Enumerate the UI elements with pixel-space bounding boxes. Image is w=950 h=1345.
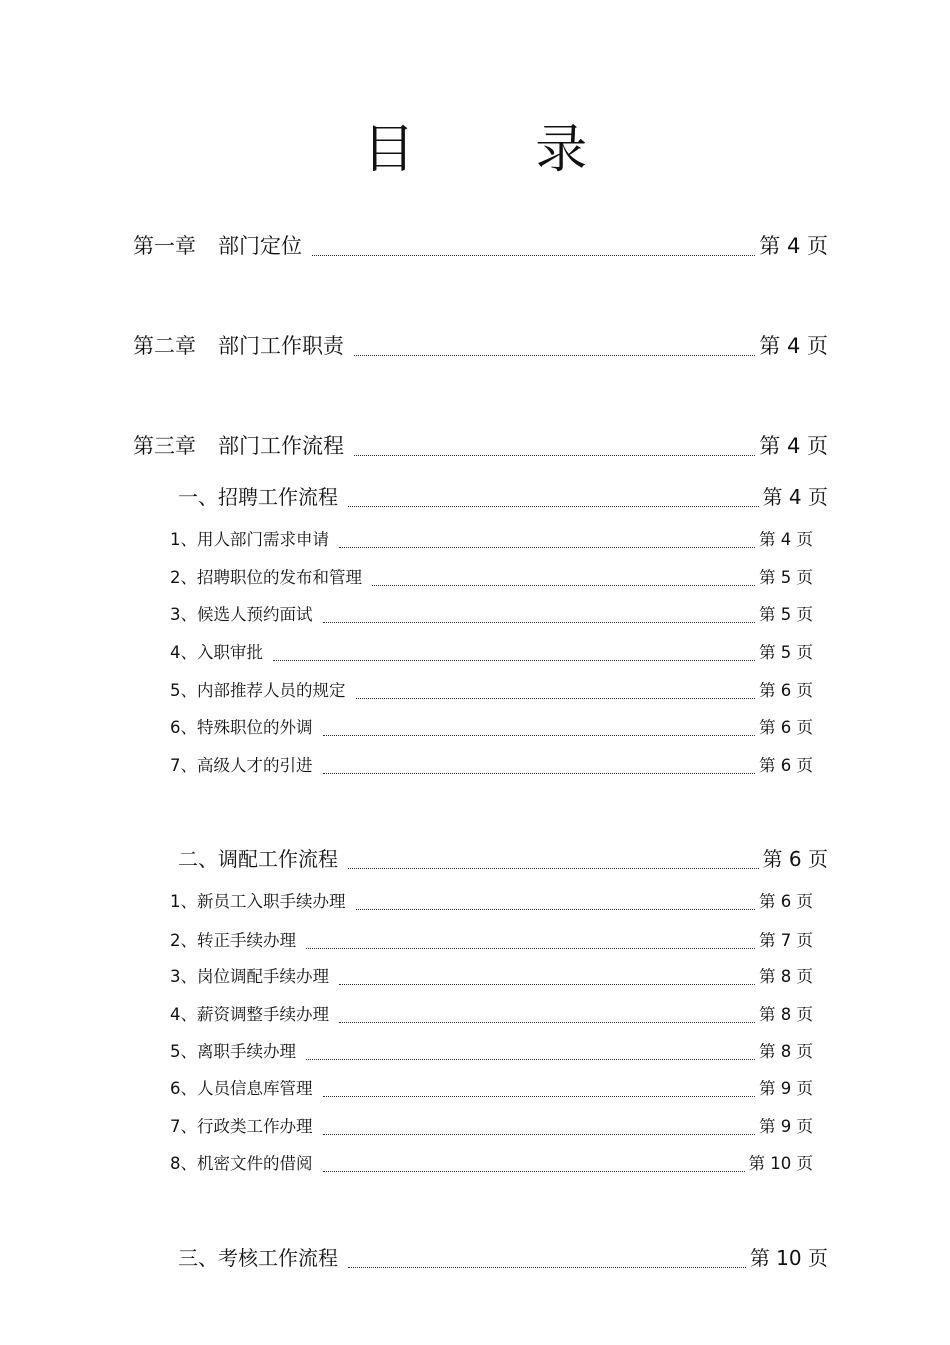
- dot-leader: [323, 1171, 745, 1172]
- toc-entry-page: 第 5 页: [759, 643, 813, 662]
- toc-entry-subsection[interactable]: [170, 1075, 813, 1099]
- toc-entry-section-allocation[interactable]: [178, 843, 828, 872]
- toc-entry-subsection[interactable]: [170, 601, 813, 625]
- toc-entry-num: 第二章: [133, 334, 196, 358]
- dot-leader: [323, 773, 756, 774]
- dot-leader: [372, 585, 755, 586]
- toc-entry-label: 7、行政类工作办理: [170, 1117, 313, 1136]
- toc-entry-subsection[interactable]: [170, 927, 813, 951]
- toc-entry-page: 第 4 页: [759, 530, 813, 549]
- toc-title: 目 录: [362, 120, 640, 180]
- toc-entry-page: 第 5 页: [759, 605, 813, 624]
- toc-entry-page: 第 8 页: [759, 967, 813, 986]
- toc-entry-page: 第 4 页: [762, 485, 828, 509]
- toc-entry-page: 第 4 页: [759, 434, 828, 458]
- toc-entry-chapter-1[interactable]: [133, 230, 828, 260]
- toc-entry-page: 第 8 页: [759, 1005, 813, 1024]
- toc-entry-label: 部门工作流程: [218, 434, 344, 458]
- toc-entry-num: 第三章: [133, 434, 196, 458]
- toc-entry-section-assessment[interactable]: [178, 1242, 828, 1271]
- toc-entry-chapter-2[interactable]: [133, 330, 828, 360]
- dot-leader: [323, 1134, 756, 1135]
- dot-leader: [348, 506, 759, 507]
- toc-entry-subsection[interactable]: [170, 526, 813, 550]
- toc-entry-label: 3、候选人预约面试: [170, 605, 313, 624]
- dot-leader: [339, 984, 755, 985]
- toc-entry-page: 第 7 页: [759, 931, 813, 950]
- toc-entry-page: 第 6 页: [762, 847, 828, 871]
- dot-leader: [323, 735, 756, 736]
- toc-entry-page: 第 10 页: [748, 1154, 813, 1173]
- toc-entry-label: 三、考核工作流程: [178, 1246, 338, 1270]
- toc-entry-num: 第一章: [133, 234, 196, 258]
- toc-entry-label: 1、用人部门需求申请: [170, 530, 329, 549]
- toc-entry-label: 2、招聘职位的发布和管理: [170, 568, 362, 587]
- toc-entry-page: 第 9 页: [759, 1117, 813, 1136]
- toc-entry-label: 部门工作职责: [218, 334, 344, 358]
- toc-entry-page: 第 5 页: [759, 568, 813, 587]
- dot-leader: [348, 1267, 746, 1268]
- toc-entry-subsection[interactable]: [170, 963, 813, 987]
- toc-entry-subsection[interactable]: [170, 888, 813, 912]
- toc-entry-label: 5、内部推荐人员的规定: [170, 681, 346, 700]
- toc-entry-subsection[interactable]: [170, 639, 813, 663]
- dot-leader: [323, 1096, 756, 1097]
- toc-entry-page: 第 6 页: [759, 718, 813, 737]
- toc-entry-subsection[interactable]: [170, 1150, 813, 1174]
- toc-entry-subsection[interactable]: [170, 677, 813, 701]
- dot-leader: [348, 868, 759, 869]
- toc-entry-page: 第 6 页: [759, 756, 813, 775]
- toc-entry-label: 8、机密文件的借阅: [170, 1154, 313, 1173]
- toc-entry-label: 5、离职手续办理: [170, 1042, 296, 1061]
- toc-entry-label: 4、薪资调整手续办理: [170, 1005, 329, 1024]
- toc-entry-subsection[interactable]: [170, 1038, 813, 1062]
- toc-entry-label: 部门定位: [218, 234, 302, 258]
- dot-leader: [273, 660, 755, 661]
- toc-entry-subsection[interactable]: [170, 1001, 813, 1025]
- toc-entry-subsection[interactable]: [170, 564, 813, 588]
- dot-leader: [323, 622, 756, 623]
- toc-entry-page: 第 9 页: [759, 1079, 813, 1098]
- toc-entry-page: 第 8 页: [759, 1042, 813, 1061]
- toc-entry-label: 7、高级人才的引进: [170, 756, 313, 775]
- toc-entry-page: 第 4 页: [759, 334, 828, 358]
- toc-entry-label: 6、人员信息库管理: [170, 1079, 313, 1098]
- toc-entry-label: 3、岗位调配手续办理: [170, 967, 329, 986]
- dot-leader: [356, 698, 756, 699]
- dot-leader: [306, 1059, 755, 1060]
- dot-leader: [306, 948, 755, 949]
- dot-leader: [339, 547, 755, 548]
- dot-leader: [354, 355, 755, 356]
- toc-entry-label: 6、特殊职位的外调: [170, 718, 313, 737]
- dot-leader: [312, 255, 755, 256]
- dot-leader: [354, 455, 755, 456]
- toc-entry-page: 第 6 页: [759, 681, 813, 700]
- dot-leader: [356, 909, 756, 910]
- toc-entry-page: 第 10 页: [749, 1246, 828, 1270]
- toc-entry-section-recruitment[interactable]: [178, 481, 828, 510]
- toc-entry-label: 二、调配工作流程: [178, 847, 338, 871]
- dot-leader: [339, 1022, 755, 1023]
- toc-entry-subsection[interactable]: [170, 752, 813, 776]
- toc-entry-page: 第 4 页: [759, 234, 828, 258]
- toc-entry-subsection[interactable]: [170, 1113, 813, 1137]
- toc-entry-label: 2、转正手续办理: [170, 931, 296, 950]
- toc-entry-label: 一、招聘工作流程: [178, 485, 338, 509]
- toc-entry-page: 第 6 页: [759, 892, 813, 911]
- toc-entry-label: 1、新员工入职手续办理: [170, 892, 346, 911]
- toc-entry-subsection[interactable]: [170, 714, 813, 738]
- toc-entry-chapter-3[interactable]: [133, 430, 828, 460]
- toc-entry-label: 4、入职审批: [170, 643, 263, 662]
